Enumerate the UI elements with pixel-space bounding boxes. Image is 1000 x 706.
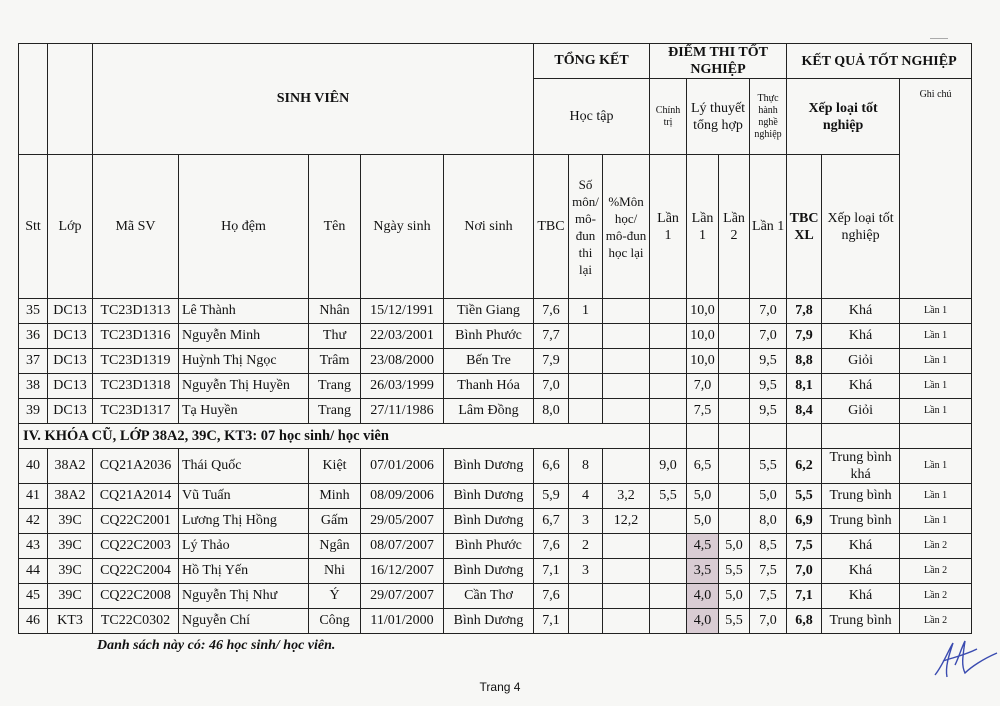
header-thuc-hanh: Thực hành nghề nghiệp — [750, 79, 787, 155]
cell-lop: 38A2 — [48, 484, 93, 509]
cell-ho: Lý Thảo — [179, 534, 309, 559]
cell-lop: 39C — [48, 559, 93, 584]
cell-noi: Bình Dương — [444, 559, 534, 584]
cell-lt1: 4,0 — [687, 584, 719, 609]
cell-lt2: 5,0 — [719, 584, 750, 609]
cell-ho: Nguyễn Thị Huyền — [179, 374, 309, 399]
cell-ten: Gấm — [309, 509, 361, 534]
cell-ho: Hồ Thị Yến — [179, 559, 309, 584]
cell-lt2 — [719, 484, 750, 509]
header-ket-qua: KẾT QUẢ TỐT NGHIỆP — [787, 44, 972, 79]
table-row — [19, 324, 972, 349]
cell-loai: Giỏi — [822, 399, 900, 424]
cell-ten: Minh — [309, 484, 361, 509]
header-tbc-xl: TBC XL — [787, 155, 822, 299]
cell-th: 5,0 — [750, 484, 787, 509]
table-row — [19, 374, 972, 399]
cell-stt: 41 — [19, 484, 48, 509]
cell-lt2: 5,0 — [719, 534, 750, 559]
cell-stt: 40 — [19, 449, 48, 484]
cell-ten: Trang — [309, 374, 361, 399]
cell-lt2 — [719, 349, 750, 374]
cell-ct — [650, 324, 687, 349]
header-ngay-sinh: Ngày sinh — [361, 155, 444, 299]
cell-ma: TC23D1313 — [93, 299, 179, 324]
cell-th: 7,5 — [750, 559, 787, 584]
cell-pct: 3,2 — [603, 484, 650, 509]
cell-th: 8,0 — [750, 509, 787, 534]
table-body-current — [19, 299, 972, 424]
table-row — [19, 299, 972, 324]
cell-ho: Vũ Tuấn — [179, 484, 309, 509]
page-number: Trang 4 — [479, 680, 521, 694]
cell-ho: Huỳnh Thị Ngọc — [179, 349, 309, 374]
cell-lt1: 5,0 — [687, 484, 719, 509]
cell-lt1: 4,0 — [687, 609, 719, 634]
cell-so — [569, 374, 603, 399]
cell-ho: Nguyễn Chí — [179, 609, 309, 634]
cell-lt2 — [719, 449, 750, 484]
cell-pct — [603, 584, 650, 609]
cell-loai: Khá — [822, 374, 900, 399]
cell-lop: DC13 — [48, 349, 93, 374]
cell-lt2 — [719, 324, 750, 349]
cell-tbc: 7,0 — [534, 374, 569, 399]
cell-so: 8 — [569, 449, 603, 484]
cell-ho: Nguyễn Minh — [179, 324, 309, 349]
cell-lt1: 10,0 — [687, 299, 719, 324]
cell-ma: CQ22C2001 — [93, 509, 179, 534]
cell-ma: CQ21A2014 — [93, 484, 179, 509]
cell-tbc: 8,0 — [534, 399, 569, 424]
cell-ghi: Lần 1 — [900, 509, 972, 534]
cell-lop: 39C — [48, 534, 93, 559]
cell-ten: Trang — [309, 399, 361, 424]
cell-th: 7,0 — [750, 324, 787, 349]
cell-ten: Ý — [309, 584, 361, 609]
header-tbc: TBC — [534, 155, 569, 299]
header-ghi-chu: Ghi chú — [900, 79, 972, 299]
header-sinh-vien: SINH VIÊN — [93, 44, 534, 155]
cell-tbc: 7,6 — [534, 584, 569, 609]
cell-pct — [603, 534, 650, 559]
cell-loai: Trung bình — [822, 609, 900, 634]
cell-th: 8,5 — [750, 534, 787, 559]
cell-noi: Bình Phước — [444, 324, 534, 349]
cell-xl: 7,1 — [787, 584, 822, 609]
table-row — [19, 559, 972, 584]
cell-ghi: Lần 1 — [900, 484, 972, 509]
cell-loai: Trung bình — [822, 484, 900, 509]
cell-lop: KT3 — [48, 609, 93, 634]
cell-lop: DC13 — [48, 324, 93, 349]
cell-ghi: Lần 2 — [900, 559, 972, 584]
cell-lt2 — [719, 374, 750, 399]
cell-lt2 — [719, 399, 750, 424]
cell-loai: Khá — [822, 559, 900, 584]
section-empty-cell — [687, 424, 719, 449]
cell-lt2: 5,5 — [719, 559, 750, 584]
cell-xl: 6,9 — [787, 509, 822, 534]
cell-lt1: 7,0 — [687, 374, 719, 399]
cell-xl: 6,2 — [787, 449, 822, 484]
cell-ct — [650, 349, 687, 374]
cell-th: 7,0 — [750, 299, 787, 324]
table-row — [19, 399, 972, 424]
cell-lop: DC13 — [48, 374, 93, 399]
header-noi-sinh: Nơi sinh — [444, 155, 534, 299]
cell-loai: Trung bình khá — [822, 449, 900, 484]
cell-ct: 5,5 — [650, 484, 687, 509]
cell-ns: 16/12/2007 — [361, 559, 444, 584]
cell-lt1: 3,5 — [687, 559, 719, 584]
header-ho-dem: Họ đệm — [179, 155, 309, 299]
header-stt: Stt — [19, 155, 48, 299]
cell-ns: 22/03/2001 — [361, 324, 444, 349]
cell-pct: 12,2 — [603, 509, 650, 534]
cell-noi: Bình Dương — [444, 509, 534, 534]
table-header — [19, 44, 972, 299]
table-row — [19, 584, 972, 609]
header-so-mon: Số môn/ mô-đun thi lại — [569, 155, 603, 299]
header-lan2-ly-thuyet: Lần 2 — [719, 155, 750, 299]
cell-lt2 — [719, 509, 750, 534]
cell-stt: 38 — [19, 374, 48, 399]
cell-so: 3 — [569, 509, 603, 534]
cell-loai: Khá — [822, 324, 900, 349]
section-empty-cell — [787, 424, 822, 449]
cell-loai: Trung bình — [822, 509, 900, 534]
cell-stt: 37 — [19, 349, 48, 374]
header-lop: Lớp — [48, 155, 93, 299]
cell-ten: Thư — [309, 324, 361, 349]
section-empty-cell — [750, 424, 787, 449]
header-pct-mon: %Môn học/ mô-đun học lại — [603, 155, 650, 299]
header-ly-thuyet: Lý thuyết tổng hợp — [687, 79, 750, 155]
cell-ten: Nhi — [309, 559, 361, 584]
cell-pct — [603, 349, 650, 374]
cell-ho: Lê Thành — [179, 299, 309, 324]
cell-ma: CQ22C2003 — [93, 534, 179, 559]
cell-ct — [650, 534, 687, 559]
section-title: IV. KHÓA CŨ, LỚP 38A2, 39C, KT3: 07 học sinh/ học viên — [19, 424, 650, 449]
cell-tbc: 7,9 — [534, 349, 569, 374]
cell-ma: TC23D1319 — [93, 349, 179, 374]
cell-ct — [650, 299, 687, 324]
table-section — [19, 424, 972, 449]
cell-noi: Bình Phước — [444, 534, 534, 559]
cell-ma: TC23D1316 — [93, 324, 179, 349]
cell-ten: Trâm — [309, 349, 361, 374]
cell-noi: Thanh Hóa — [444, 374, 534, 399]
cell-pct — [603, 559, 650, 584]
section-empty-cell — [822, 424, 900, 449]
cell-pct — [603, 299, 650, 324]
header-xep-loai: Xếp loại tốt nghiệp — [822, 155, 900, 299]
cell-loai: Khá — [822, 584, 900, 609]
header-diem-thi: ĐIỂM THI TỐT NGHIỆP — [650, 44, 787, 79]
cell-ns: 27/11/1986 — [361, 399, 444, 424]
header-lan1-thuc-hanh: Lần 1 — [750, 155, 787, 299]
cell-stt: 39 — [19, 399, 48, 424]
table-row — [19, 509, 972, 534]
header-ten: Tên — [309, 155, 361, 299]
cell-stt: 43 — [19, 534, 48, 559]
cell-loai: Khá — [822, 534, 900, 559]
cell-lt1: 4,5 — [687, 534, 719, 559]
cell-lop: DC13 — [48, 399, 93, 424]
cell-ghi: Lần 1 — [900, 349, 972, 374]
section-empty-cell — [650, 424, 687, 449]
cell-ns: 29/07/2007 — [361, 584, 444, 609]
cell-ghi: Lần 1 — [900, 374, 972, 399]
cell-stt: 35 — [19, 299, 48, 324]
cell-th: 7,0 — [750, 609, 787, 634]
section-empty-cell — [719, 424, 750, 449]
header-xep-loai-group: Xếp loại tốt nghiệp — [787, 79, 900, 155]
cell-th: 9,5 — [750, 374, 787, 399]
cell-lop: DC13 — [48, 299, 93, 324]
cell-ho: Nguyễn Thị Như — [179, 584, 309, 609]
cell-so — [569, 349, 603, 374]
cell-tbc: 7,1 — [534, 559, 569, 584]
cell-lt1: 7,5 — [687, 399, 719, 424]
signature-mark — [925, 635, 1000, 685]
cell-ten: Nhân — [309, 299, 361, 324]
cell-so — [569, 584, 603, 609]
cell-ma: TC23D1318 — [93, 374, 179, 399]
cell-loai: Giỏi — [822, 349, 900, 374]
cell-ma: CQ21A2036 — [93, 449, 179, 484]
cell-lt1: 10,0 — [687, 324, 719, 349]
cell-ct — [650, 609, 687, 634]
cell-noi: Bình Dương — [444, 449, 534, 484]
cell-pct — [603, 374, 650, 399]
cell-ma: TC22C0302 — [93, 609, 179, 634]
cell-so — [569, 399, 603, 424]
cell-ct — [650, 584, 687, 609]
cell-ct: 9,0 — [650, 449, 687, 484]
cell-xl: 5,5 — [787, 484, 822, 509]
cell-ns: 23/08/2000 — [361, 349, 444, 374]
header-hoc-tap: Học tập — [534, 79, 650, 155]
cell-xl: 7,5 — [787, 534, 822, 559]
cell-lt1: 10,0 — [687, 349, 719, 374]
cell-ct — [650, 559, 687, 584]
cell-ghi: Lần 1 — [900, 324, 972, 349]
graduation-results-table — [18, 43, 972, 634]
cell-stt: 44 — [19, 559, 48, 584]
cell-xl: 7,0 — [787, 559, 822, 584]
cell-so: 4 — [569, 484, 603, 509]
header-ma-sv: Mã SV — [93, 155, 179, 299]
cell-pct — [603, 324, 650, 349]
table-body-old — [19, 449, 972, 634]
cell-ten: Ngân — [309, 534, 361, 559]
cell-ho: Tạ Huyền — [179, 399, 309, 424]
cell-ghi: Lần 1 — [900, 399, 972, 424]
cell-lop: 39C — [48, 584, 93, 609]
corner-cell — [48, 44, 93, 155]
cell-ns: 15/12/1991 — [361, 299, 444, 324]
cell-xl: 8,4 — [787, 399, 822, 424]
cell-noi: Cần Thơ — [444, 584, 534, 609]
cell-pct — [603, 399, 650, 424]
cell-pct — [603, 449, 650, 484]
cell-ns: 11/01/2000 — [361, 609, 444, 634]
cell-lt1: 5,0 — [687, 509, 719, 534]
cell-lt2: 5,5 — [719, 609, 750, 634]
cell-th: 9,5 — [750, 349, 787, 374]
cell-ghi: Lần 1 — [900, 449, 972, 484]
cell-so: 3 — [569, 559, 603, 584]
cell-th: 9,5 — [750, 399, 787, 424]
cell-lop: 38A2 — [48, 449, 93, 484]
cell-pct — [603, 609, 650, 634]
cell-ho: Thái Quốc — [179, 449, 309, 484]
cell-stt: 45 — [19, 584, 48, 609]
cell-ghi: Lần 1 — [900, 299, 972, 324]
scan-mark — [930, 38, 948, 39]
cell-ma: TC23D1317 — [93, 399, 179, 424]
cell-ghi: Lần 2 — [900, 534, 972, 559]
table-row — [19, 484, 972, 509]
cell-lt2 — [719, 299, 750, 324]
cell-ten: Kiệt — [309, 449, 361, 484]
cell-noi: Bình Dương — [444, 484, 534, 509]
cell-ghi: Lần 2 — [900, 584, 972, 609]
cell-lt1: 6,5 — [687, 449, 719, 484]
cell-xl: 7,8 — [787, 299, 822, 324]
footnote: Danh sách này có: 46 học sinh/ học viên. — [97, 638, 336, 653]
table-row — [19, 609, 972, 634]
cell-ns: 26/03/1999 — [361, 374, 444, 399]
table-row — [19, 349, 972, 374]
corner-cell — [19, 44, 48, 155]
cell-loai: Khá — [822, 299, 900, 324]
cell-xl: 8,1 — [787, 374, 822, 399]
cell-ma: CQ22C2008 — [93, 584, 179, 609]
table-row — [19, 449, 972, 484]
cell-ns: 08/09/2006 — [361, 484, 444, 509]
cell-lop: 39C — [48, 509, 93, 534]
cell-tbc: 6,7 — [534, 509, 569, 534]
cell-so — [569, 609, 603, 634]
cell-th: 7,5 — [750, 584, 787, 609]
cell-ghi: Lần 2 — [900, 609, 972, 634]
cell-ns: 29/05/2007 — [361, 509, 444, 534]
cell-tbc: 7,6 — [534, 299, 569, 324]
cell-tbc: 6,6 — [534, 449, 569, 484]
cell-ct — [650, 399, 687, 424]
cell-so: 2 — [569, 534, 603, 559]
cell-xl: 8,8 — [787, 349, 822, 374]
cell-so — [569, 324, 603, 349]
header-tong-ket: TỔNG KẾT — [534, 44, 650, 79]
cell-tbc: 7,7 — [534, 324, 569, 349]
cell-ten: Công — [309, 609, 361, 634]
cell-stt: 36 — [19, 324, 48, 349]
cell-xl: 6,8 — [787, 609, 822, 634]
cell-tbc: 7,6 — [534, 534, 569, 559]
header-lan1-ly-thuyet: Lần 1 — [687, 155, 719, 299]
cell-noi: Bến Tre — [444, 349, 534, 374]
header-lan1-chinh-tri: Lần 1 — [650, 155, 687, 299]
cell-noi: Lâm Đồng — [444, 399, 534, 424]
section-empty-cell — [900, 424, 972, 449]
cell-ct — [650, 509, 687, 534]
cell-stt: 46 — [19, 609, 48, 634]
cell-ma: CQ22C2004 — [93, 559, 179, 584]
cell-th: 5,5 — [750, 449, 787, 484]
cell-noi: Tiền Giang — [444, 299, 534, 324]
cell-stt: 42 — [19, 509, 48, 534]
cell-xl: 7,9 — [787, 324, 822, 349]
header-chinh-tri: Chính trị — [650, 79, 687, 155]
table-row — [19, 534, 972, 559]
cell-ct — [650, 374, 687, 399]
cell-ns: 08/07/2007 — [361, 534, 444, 559]
cell-so: 1 — [569, 299, 603, 324]
cell-ns: 07/01/2006 — [361, 449, 444, 484]
cell-noi: Bình Dương — [444, 609, 534, 634]
cell-tbc: 5,9 — [534, 484, 569, 509]
cell-ho: Lương Thị Hồng — [179, 509, 309, 534]
cell-tbc: 7,1 — [534, 609, 569, 634]
